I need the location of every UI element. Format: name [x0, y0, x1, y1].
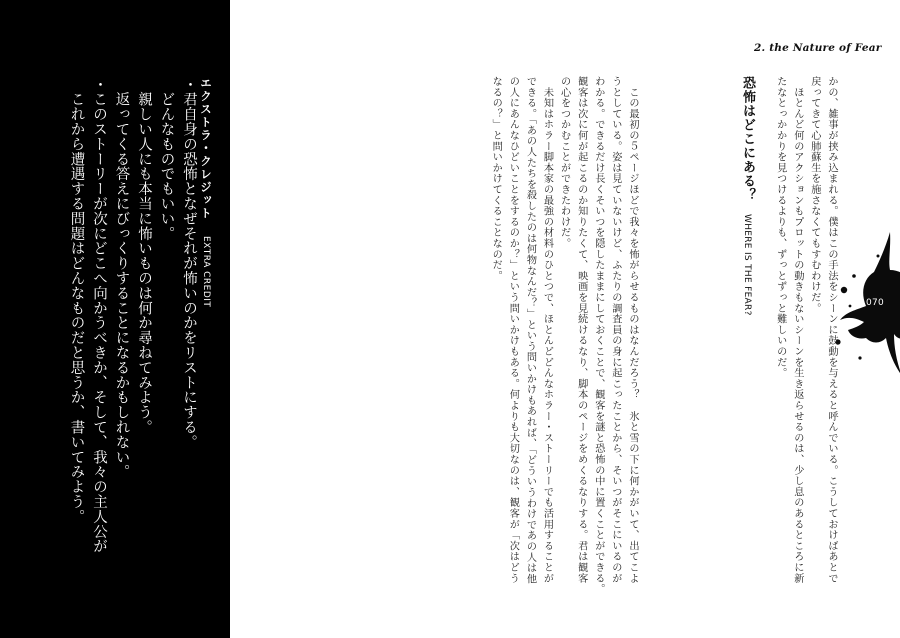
extra-credit-line: 返ってくる答えにびっくりすることになるかもしれない。: [113, 77, 130, 480]
extra-credit-line: どんなものでもいい。: [158, 77, 175, 241]
text-line: できる。「あの人たちを殺したのは何物なんだ？」という問いかけもあれば、「どういうわけであの人は他: [524, 76, 536, 585]
section-text: [487, 76, 641, 595]
text-line: ほとんど何のアクションもプロットの動きもないシーンを生き返らせるのは、少し息のあるところに新: [791, 76, 803, 584]
section-heading-ja: 恐怖はどこにある？: [740, 76, 755, 202]
running-head: 2. the Nature of Fear: [754, 42, 882, 54]
text-line: 戻ってきて心肺蘇生を施さなくてもすむわけだ。: [808, 76, 820, 314]
ink-blot-icon: [830, 230, 900, 380]
extra-credit-line: ・君自身の恐怖となぜそれが怖いのかをリストにする。: [181, 77, 197, 450]
section-heading: [738, 76, 757, 315]
extra-credit-heading-ja: エクストラ・クレジット: [199, 77, 213, 220]
text-line: の人にあんなひどいことをするのか？」という問いかけもある。何よりも大切なのは、観客が「次はどう: [507, 76, 519, 584]
continued-text: [772, 76, 840, 584]
text-line: わかる。できるだけ長くそいつを隠したままにしておくことで、観客を謎と恐怖の中に置くことができる。: [592, 76, 604, 595]
extra-credit-heading-en: EXTRA CREDIT: [201, 235, 211, 307]
text-line: かの、雑事が挟み込まれる。僕はこの手法をシーンに鼓動を与えると呼んでいる。こうしておけばあとで: [826, 76, 837, 584]
page-number: 070: [866, 298, 885, 308]
text-line: なるの？」と問いかけてくることなのだ。: [490, 76, 502, 282]
text-line: この最初の５ページほどで我々を怖がらせるものはなんだろう？ 氷と雪の下に何かがいて、出てこよ: [627, 76, 638, 584]
extra-credit-list: [65, 77, 200, 637]
text-line: 観客は次に何が起こるのか知りたくて、映画を見続けるなり、脚本のページをめくるなりする。君は観客: [575, 76, 587, 584]
text-line: たなとっかかりを見つけるよりも、ずっとずっと難しいのだ。: [774, 76, 786, 379]
extra-credit-line: 親しい人にも本当に怖いものは何か尋ねてみよう。: [136, 77, 152, 435]
extra-credit-line: これから遭遇する問題はどんなものだと思うか、書いてみよう。: [68, 77, 85, 524]
text-line: うとしている。姿は見ていないけど、ふたりの調査員の身に起こったことから、そいつがそこにいるのが: [609, 76, 621, 584]
text-line: の心をつかむことができたわけだ。: [558, 76, 570, 249]
extra-credit-heading: [198, 77, 214, 307]
extra-credit-line: ・このストーリーが次にどこへ向かうべきか、そして、我々の主人公が: [91, 77, 107, 554]
text-line: 未知はホラー脚本家の最強の材料のひとつで、ほとんどどんなホラー・ストーリーでも活用することが: [541, 76, 553, 584]
section-heading-en: WHERE IS THE FEAR?: [742, 213, 752, 316]
